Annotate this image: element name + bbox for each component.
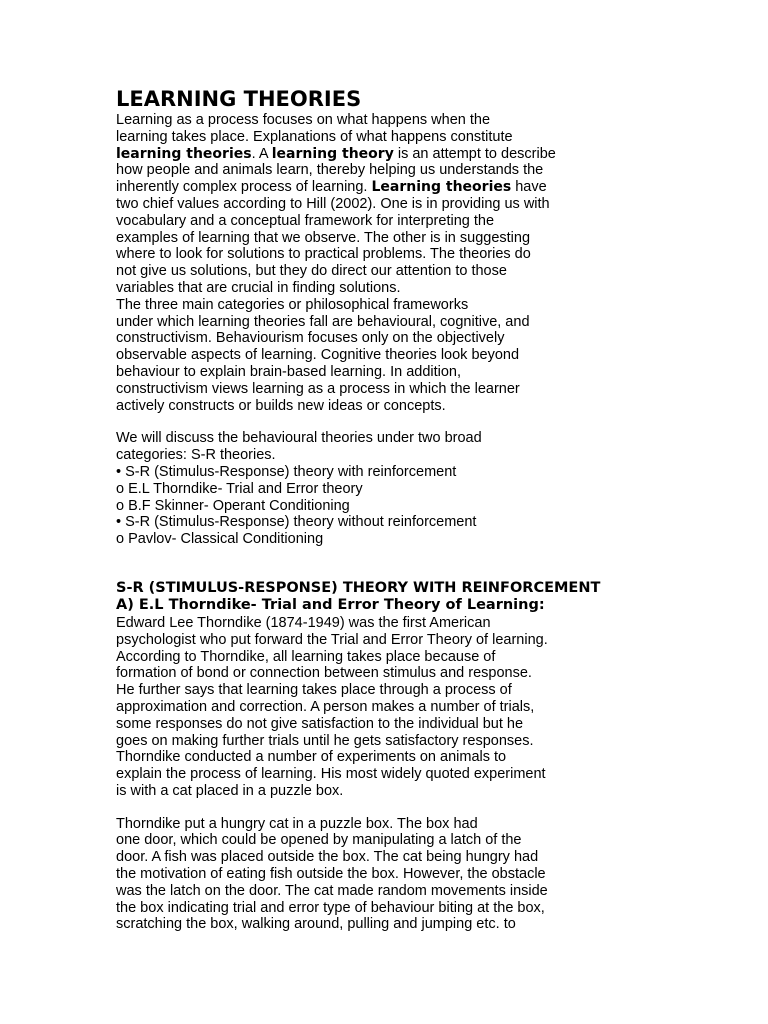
- text-span: is an attempt to describe: [393, 145, 556, 162]
- text-line: explain the process of learning. His most widely quoted experiment: [116, 766, 546, 783]
- text-span: . A: [251, 145, 272, 162]
- text-line: two chief values according to Hill (2002). One is in providing us with: [116, 195, 550, 212]
- text-line: constructivism views learning as a process in which the learner: [116, 380, 520, 397]
- text-span: have: [511, 179, 547, 196]
- text-line: examples of learning that we observe. The other is in suggesting: [116, 229, 531, 246]
- categories-paragraph: [116, 430, 656, 548]
- text-line: the motivation of eating fish outside the box. However, the obstacle: [116, 866, 546, 883]
- document-title: LEARNING THEORIES: [116, 87, 362, 111]
- text-line: the box indicating trial and error type of behaviour biting at the box,: [116, 899, 545, 916]
- text-line: under which learning theories fall are behavioural, cognitive, and: [116, 313, 530, 330]
- text-line: how people and animals learn, thereby helping us understands the: [116, 162, 544, 179]
- list-item: • S-R (Stimulus-Response) theory with reinforcement: [116, 463, 457, 480]
- text-line: actively constructs or builds new ideas or concepts.: [116, 397, 446, 414]
- text-line: behaviour to explain brain-based learning. In addition,: [116, 363, 462, 380]
- bold-term: learning theories: [116, 145, 252, 162]
- document-page: [116, 86, 656, 933]
- text-line: is with a cat placed in a puzzle box.: [116, 782, 344, 799]
- thorndike-paragraph-2: [116, 816, 656, 934]
- text-line: [116, 146, 656, 163]
- text-span: inherently complex process of learning.: [116, 179, 372, 196]
- text-line: categories: S-R theories.: [116, 447, 276, 464]
- text-line: goes on making further trials until he gets satisfactory responses.: [116, 732, 534, 749]
- section-thorndike: [116, 580, 656, 933]
- section-subheading: A) E.L Thorndike- Trial and Error Theory of Learning:: [116, 597, 545, 614]
- text-line: The three main categories or philosophical frameworks: [116, 296, 469, 313]
- text-line: where to look for solutions to practical problems. The theories do: [116, 246, 531, 263]
- text-line: one door, which could be opened by manipulating a latch of the: [116, 832, 522, 849]
- list-item: o Pavlov- Classical Conditioning: [116, 531, 324, 548]
- text-line: scratching the box, walking around, pulling and jumping etc. to: [116, 916, 516, 933]
- text-line: Edward Lee Thorndike (1874-1949) was the first American: [116, 614, 491, 631]
- text-line: formation of bond or connection between stimulus and response.: [116, 665, 532, 682]
- text-line: vocabulary and a conceptual framework for interpreting the: [116, 212, 495, 229]
- text-line: According to Thorndike, all learning takes place because of: [116, 648, 496, 665]
- text-line: learning takes place. Explanations of what happens constitute: [116, 128, 513, 145]
- text-line: Learning as a process focuses on what happens when the: [116, 112, 491, 128]
- text-line: approximation and correction. A person makes a number of trials,: [116, 698, 535, 715]
- text-line: We will discuss the behavioural theories under two broad: [116, 430, 482, 447]
- text-line: observable aspects of learning. Cognitive theories look beyond: [116, 347, 520, 364]
- list-item: o B.F Skinner- Operant Conditioning: [116, 497, 350, 514]
- section-heading: S-R (STIMULUS-RESPONSE) THEORY WITH REINFORCEMENT: [116, 579, 601, 596]
- text-line: Thorndike put a hungry cat in a puzzle box. The box had: [116, 815, 478, 832]
- list-item: • S-R (Stimulus-Response) theory without reinforcement: [116, 514, 477, 531]
- text-line: was the latch on the door. The cat made random movements inside: [116, 882, 548, 899]
- text-line: door. A fish was placed outside the box. The cat being hungry had: [116, 849, 539, 866]
- text-line: Thorndike conducted a number of experiments on animals to: [116, 749, 507, 766]
- paragraph-gap: [116, 800, 656, 816]
- intro-paragraph: [116, 112, 656, 414]
- text-line: constructivism. Behaviourism focuses only on the objectively: [116, 330, 505, 347]
- text-line: not give us solutions, but they do direct our attention to those: [116, 263, 507, 280]
- list-item: o E.L Thorndike- Trial and Error theory: [116, 480, 363, 497]
- section-gap: [116, 548, 656, 580]
- text-line: psychologist who put forward the Trial and Error Theory of learning.: [116, 631, 548, 648]
- text-line: variables that are crucial in finding solutions.: [116, 279, 401, 296]
- bold-term: learning theory: [271, 145, 394, 162]
- text-line: some responses do not give satisfaction to the individual but he: [116, 715, 524, 732]
- bold-term: Learning theories: [371, 179, 512, 196]
- thorndike-paragraph-1: [116, 615, 656, 800]
- paragraph-gap: [116, 414, 656, 430]
- text-line: [116, 179, 656, 196]
- text-line: He further says that learning takes place through a process of: [116, 682, 512, 699]
